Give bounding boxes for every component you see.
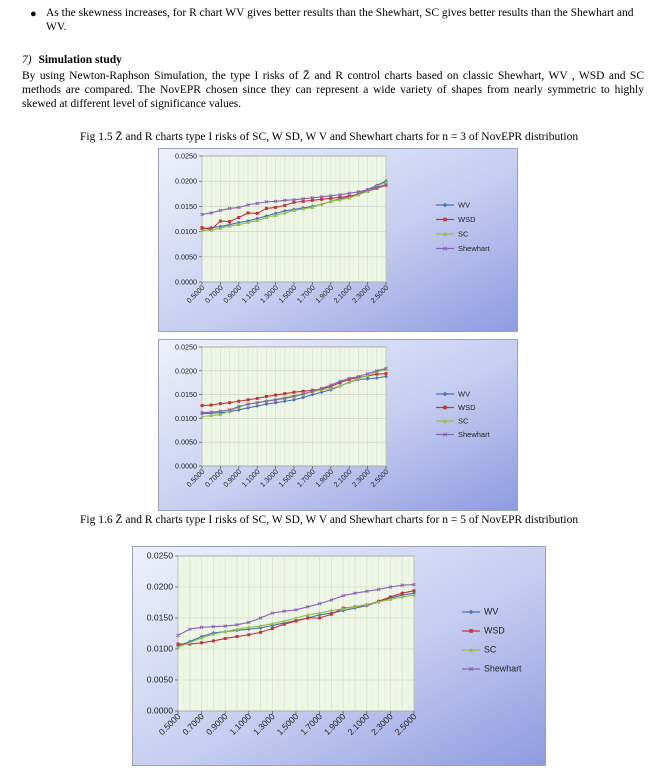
legend-marker bbox=[469, 629, 473, 633]
chart-fig15-r bbox=[158, 339, 518, 511]
x-tick-label: 2.5000 bbox=[368, 283, 391, 305]
y-tick-label: 0.0200 bbox=[175, 176, 197, 186]
figure-caption-1-6: Fig 1.6 Z̄ and R charts type I risks of SC, W SD, W V and Shewhart charts for n = 5 of NovEPR distribution bbox=[80, 514, 579, 526]
data-point-wsd bbox=[247, 211, 250, 214]
y-tick-label: 0.0150 bbox=[146, 612, 173, 623]
legend-label-shewhart: Shewhart bbox=[458, 244, 490, 254]
y-tick-label: 0.0100 bbox=[146, 643, 173, 654]
data-point-wsd bbox=[401, 592, 404, 595]
x-tick-label: 1.1000 bbox=[239, 283, 262, 305]
data-point-wsd bbox=[330, 613, 333, 616]
section-number: 7) bbox=[22, 54, 32, 66]
bullet-text: As the skewness increases, for R chart WV gives better results than the Shewhart, SC gives better results than the Shewhart and WV. bbox=[46, 7, 634, 33]
data-point-wsd bbox=[177, 643, 180, 646]
y-tick-label: 0.0200 bbox=[146, 581, 173, 592]
legend-label-sc: SC bbox=[458, 416, 469, 426]
data-point-wsd bbox=[265, 207, 268, 210]
x-tick-label: 1.5000 bbox=[274, 711, 301, 738]
x-tick-label: 1.7000 bbox=[294, 467, 317, 489]
data-point-wsd bbox=[219, 220, 222, 223]
bullet-icon: ● bbox=[30, 8, 37, 20]
section-heading bbox=[22, 54, 122, 66]
x-tick-label: 0.9000 bbox=[221, 467, 244, 489]
figure-caption-1-5: Fig 1.5 Z̄ and R charts type I risks of SC, W SD, W V and Shewhart charts for n = 3 of NovEPR distribution bbox=[80, 131, 579, 143]
x-tick-label: 2.5000 bbox=[368, 467, 391, 489]
x-tick-label: 0.5000 bbox=[156, 711, 183, 738]
legend-label-shewhart: Shewhart bbox=[484, 663, 522, 674]
x-tick-label: 2.1000 bbox=[331, 283, 354, 305]
data-point-wsd bbox=[385, 372, 388, 375]
legend-label-wsd: WSD bbox=[484, 625, 505, 636]
data-point-wsd bbox=[265, 395, 268, 398]
x-tick-label: 2.1000 bbox=[345, 711, 372, 738]
x-tick-label: 0.5000 bbox=[184, 467, 207, 489]
y-tick-label: 0.0000 bbox=[175, 461, 197, 471]
data-point-wsd bbox=[228, 220, 231, 223]
x-tick-label: 2.1000 bbox=[331, 467, 354, 489]
data-point-wsd bbox=[318, 617, 321, 620]
data-point-wsd bbox=[200, 641, 203, 644]
y-tick-label: 0.0100 bbox=[175, 227, 197, 237]
x-tick-label: 1.3000 bbox=[258, 283, 281, 305]
data-point-wsd bbox=[224, 637, 227, 640]
data-point-wsd bbox=[236, 635, 239, 638]
y-tick-label: 0.0250 bbox=[175, 151, 197, 161]
y-tick-label: 0.0050 bbox=[175, 437, 197, 447]
legend-label-shewhart: Shewhart bbox=[458, 430, 490, 440]
x-tick-label: 1.3000 bbox=[258, 467, 281, 489]
data-point-wsd bbox=[228, 401, 231, 404]
y-tick-label: 0.0200 bbox=[175, 366, 197, 376]
legend-marker bbox=[443, 406, 447, 410]
x-tick-label: 1.7000 bbox=[298, 711, 325, 738]
section-title: Simulation study bbox=[38, 54, 122, 66]
data-point-wsd bbox=[256, 212, 259, 215]
chart-fig16 bbox=[132, 546, 546, 766]
x-tick-label: 1.3000 bbox=[251, 711, 277, 738]
data-point-wsd bbox=[293, 391, 296, 394]
data-point-wsd bbox=[283, 392, 286, 395]
x-tick-label: 1.7000 bbox=[294, 283, 317, 305]
legend-marker bbox=[443, 218, 447, 222]
y-tick-label: 0.0100 bbox=[175, 413, 197, 423]
x-tick-label: 0.9000 bbox=[221, 283, 244, 305]
data-point-wsd bbox=[283, 204, 286, 207]
data-point-wsd bbox=[237, 400, 240, 403]
data-point-wsd bbox=[274, 394, 277, 397]
data-point-wsd bbox=[201, 226, 204, 229]
data-point-wsd bbox=[306, 617, 309, 620]
x-tick-label: 2.3000 bbox=[369, 711, 395, 738]
body-paragraph: By using Newton-Raphson Simulation, the type I risks of Z̄ and R control charts based on classic Shewhart, WV , WSD and SC methods are compared. The NovEPR chosen since they can represent a wide variety of shapes from nearly symmetric to highly skewed at different level of significance values. bbox=[22, 70, 644, 110]
data-point-wsd bbox=[413, 589, 416, 592]
y-tick-label: 0.0050 bbox=[175, 252, 197, 262]
y-tick-label: 0.0250 bbox=[175, 342, 197, 352]
legend-label-sc: SC bbox=[458, 229, 469, 239]
x-tick-label: 1.1000 bbox=[227, 711, 254, 738]
y-tick-label: 0.0150 bbox=[175, 201, 197, 211]
x-tick-label: 1.5000 bbox=[276, 283, 299, 305]
data-point-wsd bbox=[271, 627, 274, 630]
x-tick-label: 1.9000 bbox=[321, 711, 348, 738]
y-tick-label: 0.0000 bbox=[146, 705, 173, 716]
y-tick-label: 0.0050 bbox=[146, 674, 173, 685]
x-tick-label: 1.1000 bbox=[239, 467, 262, 489]
legend-label-wsd: WSD bbox=[458, 215, 476, 225]
y-tick-label: 0.0000 bbox=[175, 277, 197, 287]
data-point-wsd bbox=[283, 623, 286, 626]
data-point-wsd bbox=[256, 397, 259, 400]
x-tick-label: 2.5000 bbox=[392, 711, 419, 738]
data-point-wsd bbox=[259, 631, 262, 634]
y-tick-label: 0.0150 bbox=[175, 390, 197, 400]
data-point-wsd bbox=[247, 633, 250, 636]
x-tick-label: 0.7000 bbox=[202, 283, 225, 305]
x-tick-label: 1.9000 bbox=[313, 467, 336, 489]
y-tick-label: 0.0250 bbox=[146, 550, 173, 561]
legend-label-sc: SC bbox=[484, 644, 497, 655]
legend-label-wv: WV bbox=[458, 389, 471, 399]
x-tick-label: 0.7000 bbox=[202, 467, 225, 489]
legend-label-wv: WV bbox=[484, 606, 499, 617]
legend-label-wv: WV bbox=[458, 200, 471, 210]
x-tick-label: 2.3000 bbox=[350, 283, 373, 305]
data-point-wsd bbox=[274, 206, 277, 209]
x-tick-label: 1.5000 bbox=[276, 467, 299, 489]
x-tick-label: 0.7000 bbox=[180, 711, 207, 738]
x-tick-label: 1.9000 bbox=[313, 283, 336, 305]
data-point-wsd bbox=[201, 404, 204, 407]
x-tick-label: 0.5000 bbox=[184, 283, 207, 305]
legend-label-wsd: WSD bbox=[458, 403, 476, 413]
data-point-wsd bbox=[247, 398, 250, 401]
data-point-wsd bbox=[210, 404, 213, 407]
x-tick-label: 0.9000 bbox=[203, 711, 230, 738]
chart-fig15-zbar bbox=[158, 148, 518, 332]
data-point-wsd bbox=[237, 216, 240, 219]
data-point-wsd bbox=[295, 620, 298, 623]
data-point-wsd bbox=[212, 639, 215, 642]
data-point-wsd bbox=[219, 402, 222, 405]
x-tick-label: 2.3000 bbox=[350, 467, 373, 489]
